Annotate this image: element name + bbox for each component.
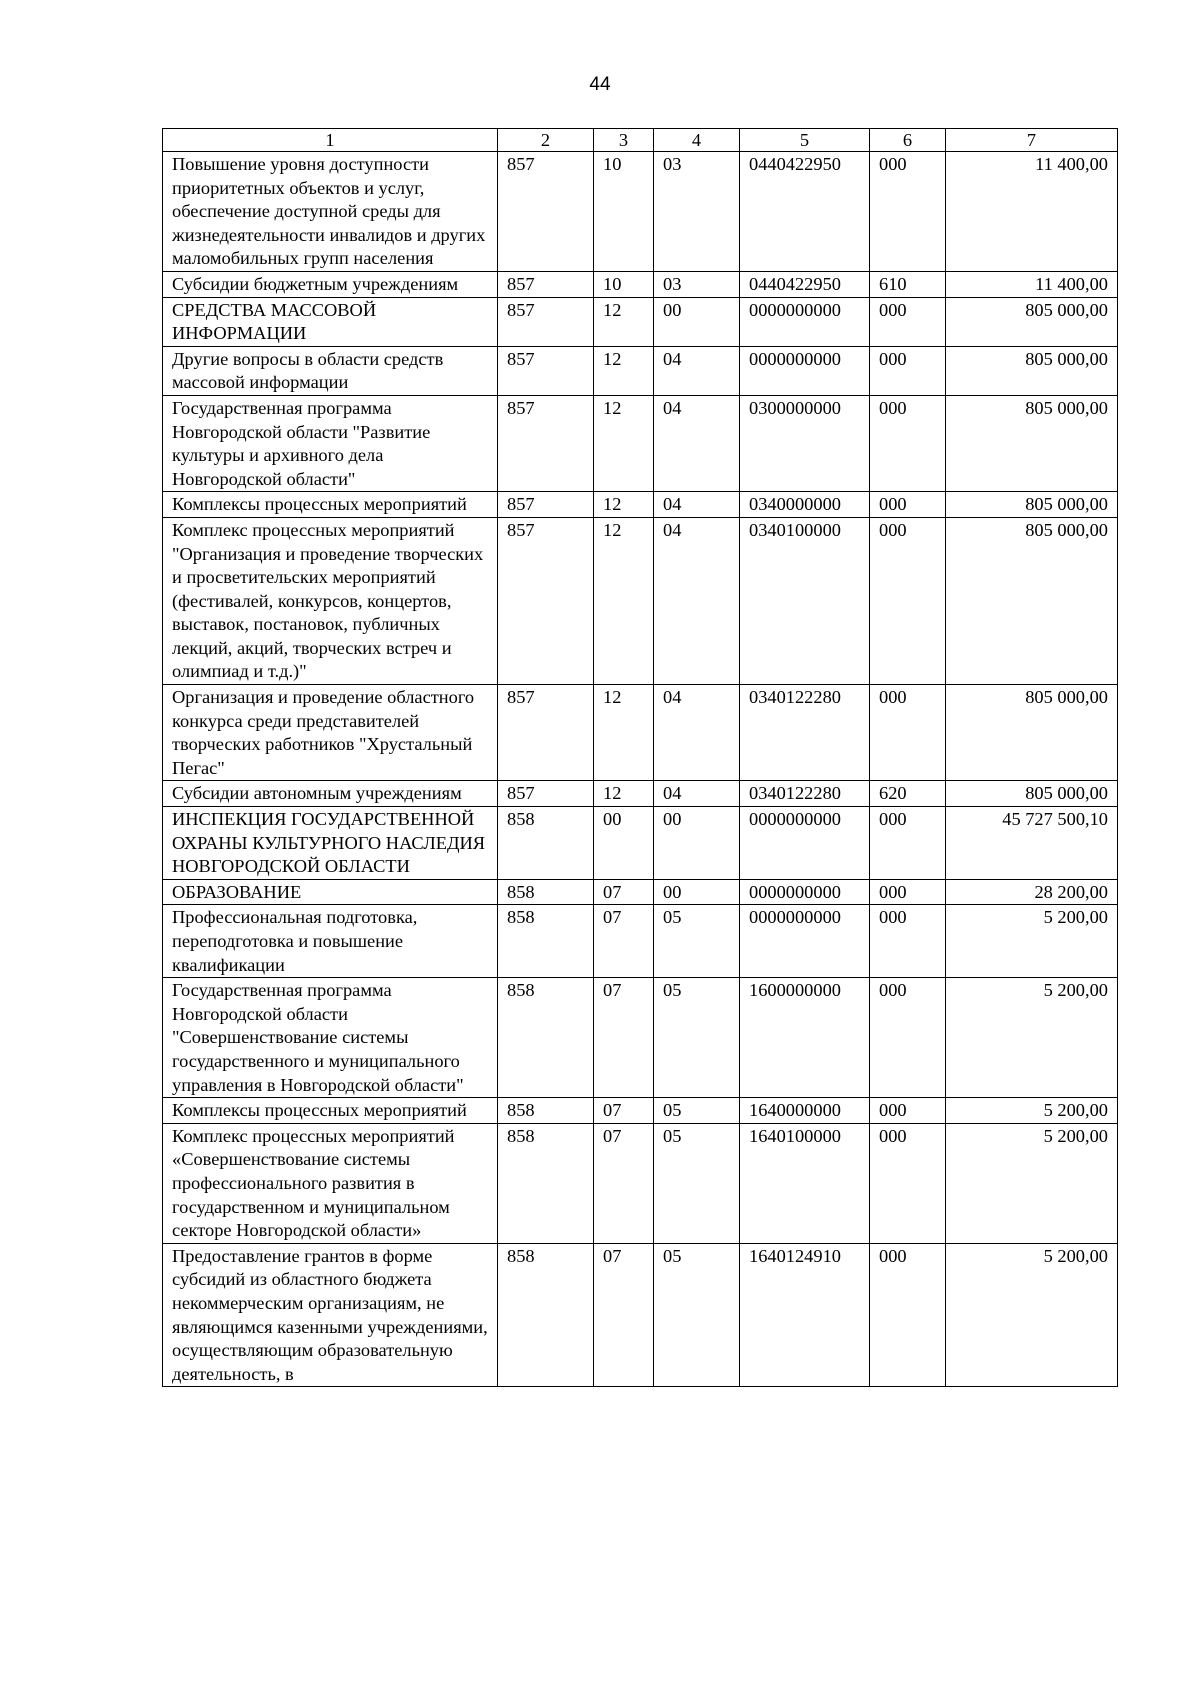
row-amount-cell: 805 000,00 <box>946 781 1118 807</box>
row-section-code-cell: 07 <box>594 879 654 905</box>
row-amount-cell: 805 000,00 <box>946 517 1118 684</box>
row-subsection-code-cell: 05 <box>654 1123 740 1243</box>
table-row <box>163 1098 1118 1124</box>
row-section-code-cell: 12 <box>594 685 654 781</box>
row-amount-cell: 805 000,00 <box>946 492 1118 518</box>
row-section-code-cell: 00 <box>594 807 654 880</box>
row-name-cell: Государственная программа Новгородской области "Совершенствование системы государственного и муниципального управления в Новгородской области" <box>163 978 498 1098</box>
row-department-code-cell: 858 <box>498 1123 594 1243</box>
row-name-cell: Организация и проведение областного конкурса среди представителей творческих работников "Хрустальный Пегас" <box>163 685 498 781</box>
table-row <box>163 905 1118 978</box>
row-subsection-code-cell: 04 <box>654 395 740 491</box>
row-department-code-cell: 858 <box>498 879 594 905</box>
row-section-code-cell: 12 <box>594 297 654 346</box>
row-department-code-cell: 858 <box>498 807 594 880</box>
row-expense-type-cell: 000 <box>870 807 946 880</box>
column-header: 7 <box>946 129 1118 152</box>
column-header: 6 <box>870 129 946 152</box>
row-subsection-code-cell: 04 <box>654 781 740 807</box>
row-department-code-cell: 858 <box>498 1098 594 1124</box>
row-section-code-cell: 12 <box>594 492 654 518</box>
table-row <box>163 1123 1118 1243</box>
row-expense-type-cell: 000 <box>870 297 946 346</box>
row-name-cell: Субсидии автономным учреждениям <box>163 781 498 807</box>
column-header: 1 <box>163 129 498 152</box>
row-subsection-code-cell: 03 <box>654 271 740 297</box>
row-target-article-cell: 0000000000 <box>740 297 870 346</box>
row-expense-type-cell: 000 <box>870 978 946 1098</box>
row-department-code-cell: 857 <box>498 395 594 491</box>
row-expense-type-cell: 000 <box>870 1098 946 1124</box>
row-name-cell: Другие вопросы в области средств массовой информации <box>163 346 498 395</box>
row-section-code-cell: 10 <box>594 152 654 272</box>
column-header: 5 <box>740 129 870 152</box>
row-subsection-code-cell: 00 <box>654 807 740 880</box>
row-target-article-cell: 0000000000 <box>740 905 870 978</box>
row-amount-cell: 805 000,00 <box>946 685 1118 781</box>
row-expense-type-cell: 620 <box>870 781 946 807</box>
column-header: 2 <box>498 129 594 152</box>
row-name-cell: Комплекс процессных мероприятий "Организация и проведение творческих и просветительских мероприятий (фестивалей, конкурсов, концертов, выставок, постановок, публичных лекций, акций, творческих встреч и олимпиад и т.д.)" <box>163 517 498 684</box>
row-subsection-code-cell: 00 <box>654 297 740 346</box>
row-subsection-code-cell: 03 <box>654 152 740 272</box>
row-expense-type-cell: 000 <box>870 346 946 395</box>
table-header-row <box>163 129 1118 152</box>
row-name-cell: Комплекс процессных мероприятий «Совершенствование системы профессионального развития в государственном и муниципальном секторе Новгородской области» <box>163 1123 498 1243</box>
row-amount-cell: 11 400,00 <box>946 271 1118 297</box>
row-subsection-code-cell: 04 <box>654 517 740 684</box>
row-department-code-cell: 857 <box>498 297 594 346</box>
row-expense-type-cell: 610 <box>870 271 946 297</box>
row-amount-cell: 5 200,00 <box>946 1243 1118 1387</box>
row-expense-type-cell: 000 <box>870 517 946 684</box>
column-header: 4 <box>654 129 740 152</box>
row-department-code-cell: 857 <box>498 492 594 518</box>
row-amount-cell: 805 000,00 <box>946 346 1118 395</box>
table-row <box>163 807 1118 880</box>
row-subsection-code-cell: 05 <box>654 1098 740 1124</box>
row-subsection-code-cell: 04 <box>654 346 740 395</box>
row-target-article-cell: 1640124910 <box>740 1243 870 1387</box>
row-name-cell: СРЕДСТВА МАССОВОЙ ИНФОРМАЦИИ <box>163 297 498 346</box>
row-department-code-cell: 857 <box>498 346 594 395</box>
row-section-code-cell: 07 <box>594 978 654 1098</box>
row-name-cell: ИНСПЕКЦИЯ ГОСУДАРСТВЕННОЙ ОХРАНЫ КУЛЬТУРНОГО НАСЛЕДИЯ НОВГОРОДСКОЙ ОБЛАСТИ <box>163 807 498 880</box>
row-name-cell: Комплексы процессных мероприятий <box>163 492 498 518</box>
row-section-code-cell: 12 <box>594 781 654 807</box>
row-subsection-code-cell: 04 <box>654 492 740 518</box>
row-section-code-cell: 12 <box>594 395 654 491</box>
table-row <box>163 879 1118 905</box>
row-subsection-code-cell: 04 <box>654 685 740 781</box>
table-row <box>163 1243 1118 1387</box>
row-name-cell: Профессиональная подготовка, переподготовка и повышение квалификации <box>163 905 498 978</box>
row-department-code-cell: 857 <box>498 271 594 297</box>
row-department-code-cell: 858 <box>498 1243 594 1387</box>
row-department-code-cell: 857 <box>498 781 594 807</box>
row-section-code-cell: 07 <box>594 905 654 978</box>
row-target-article-cell: 0000000000 <box>740 346 870 395</box>
row-expense-type-cell: 000 <box>870 685 946 781</box>
row-target-article-cell: 0340122280 <box>740 685 870 781</box>
row-expense-type-cell: 000 <box>870 879 946 905</box>
row-amount-cell: 5 200,00 <box>946 1123 1118 1243</box>
row-subsection-code-cell: 05 <box>654 978 740 1098</box>
row-name-cell: ОБРАЗОВАНИЕ <box>163 879 498 905</box>
row-amount-cell: 805 000,00 <box>946 395 1118 491</box>
table-row <box>163 297 1118 346</box>
row-target-article-cell: 0340000000 <box>740 492 870 518</box>
table-row <box>163 492 1118 518</box>
row-expense-type-cell: 000 <box>870 152 946 272</box>
row-name-cell: Государственная программа Новгородской области "Развитие культуры и архивного дела Новгородской области" <box>163 395 498 491</box>
row-expense-type-cell: 000 <box>870 395 946 491</box>
row-department-code-cell: 857 <box>498 152 594 272</box>
table-row <box>163 781 1118 807</box>
row-expense-type-cell: 000 <box>870 492 946 518</box>
page-number: 44 <box>589 74 611 95</box>
row-expense-type-cell: 000 <box>870 905 946 978</box>
row-expense-type-cell: 000 <box>870 1123 946 1243</box>
row-amount-cell: 805 000,00 <box>946 297 1118 346</box>
row-section-code-cell: 07 <box>594 1243 654 1387</box>
row-name-cell: Комплексы процессных мероприятий <box>163 1098 498 1124</box>
row-target-article-cell: 0340100000 <box>740 517 870 684</box>
table-row <box>163 346 1118 395</box>
row-target-article-cell: 1600000000 <box>740 978 870 1098</box>
row-department-code-cell: 858 <box>498 905 594 978</box>
row-amount-cell: 5 200,00 <box>946 978 1118 1098</box>
row-section-code-cell: 12 <box>594 346 654 395</box>
row-target-article-cell: 0300000000 <box>740 395 870 491</box>
table-row <box>163 271 1118 297</box>
row-section-code-cell: 07 <box>594 1123 654 1243</box>
row-target-article-cell: 0340122280 <box>740 781 870 807</box>
row-name-cell: Предоставление грантов в форме субсидий из областного бюджета некоммерческим организациям, не являющимся казенными учреждениями, осуществляющим образовательную деятельность, в <box>163 1243 498 1387</box>
table-row <box>163 517 1118 684</box>
row-amount-cell: 5 200,00 <box>946 905 1118 978</box>
row-department-code-cell: 858 <box>498 978 594 1098</box>
row-department-code-cell: 857 <box>498 517 594 684</box>
table-body <box>163 152 1118 1387</box>
table-row <box>163 978 1118 1098</box>
row-amount-cell: 45 727 500,10 <box>946 807 1118 880</box>
row-amount-cell: 5 200,00 <box>946 1098 1118 1124</box>
row-amount-cell: 11 400,00 <box>946 152 1118 272</box>
row-name-cell: Повышение уровня доступности приоритетных объектов и услуг, обеспечение доступной среды для жизнедеятельности инвалидов и других маломобильных групп населения <box>163 152 498 272</box>
table-row <box>163 395 1118 491</box>
column-header: 3 <box>594 129 654 152</box>
table-row <box>163 152 1118 272</box>
row-section-code-cell: 07 <box>594 1098 654 1124</box>
budget-table <box>162 128 1118 1387</box>
row-target-article-cell: 0000000000 <box>740 879 870 905</box>
row-subsection-code-cell: 05 <box>654 905 740 978</box>
table-row <box>163 685 1118 781</box>
row-target-article-cell: 0000000000 <box>740 807 870 880</box>
row-target-article-cell: 1640100000 <box>740 1123 870 1243</box>
row-section-code-cell: 12 <box>594 517 654 684</box>
row-target-article-cell: 1640000000 <box>740 1098 870 1124</box>
row-subsection-code-cell: 05 <box>654 1243 740 1387</box>
row-amount-cell: 28 200,00 <box>946 879 1118 905</box>
row-department-code-cell: 857 <box>498 685 594 781</box>
row-target-article-cell: 0440422950 <box>740 152 870 272</box>
row-name-cell: Субсидии бюджетным учреждениям <box>163 271 498 297</box>
row-section-code-cell: 10 <box>594 271 654 297</box>
row-target-article-cell: 0440422950 <box>740 271 870 297</box>
row-expense-type-cell: 000 <box>870 1243 946 1387</box>
row-subsection-code-cell: 00 <box>654 879 740 905</box>
